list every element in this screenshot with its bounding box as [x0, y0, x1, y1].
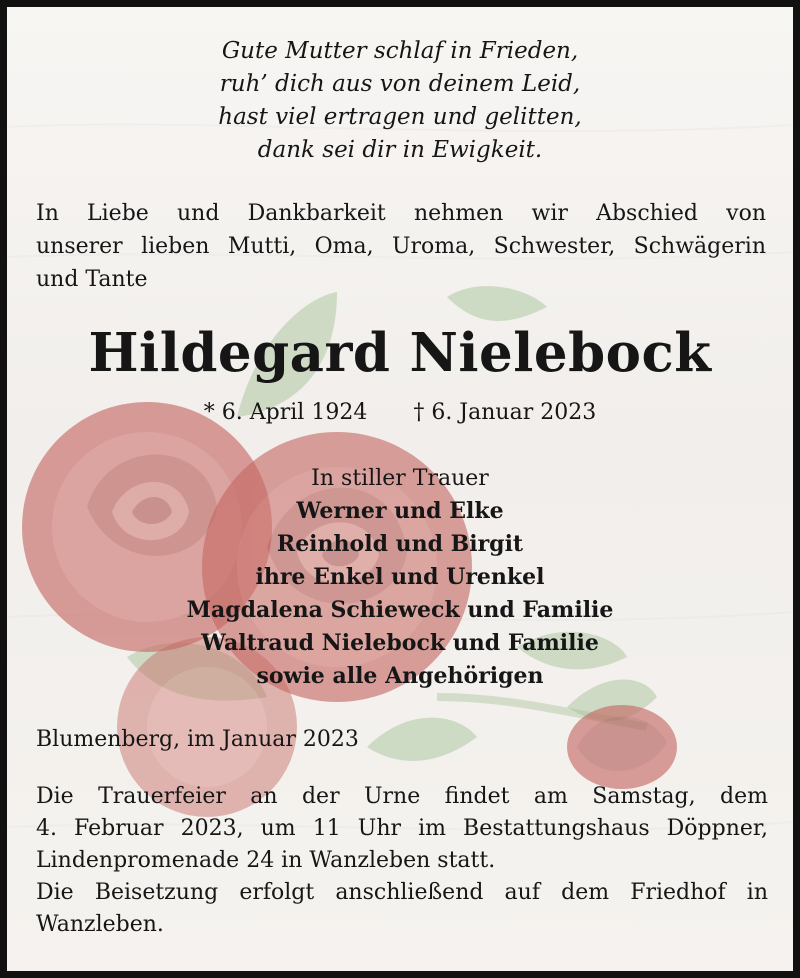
intro-line: und Tante: [36, 267, 148, 292]
mourner-name: Werner und Elke: [296, 498, 504, 524]
service-line: Wanzleben.: [36, 912, 164, 937]
mourners-list: [7, 462, 793, 693]
mourner-name: Waltraud Nielebock und Familie: [201, 630, 599, 656]
intro-text: [36, 197, 766, 296]
poem-line: Gute Mutter schlaf in Frieden,: [221, 38, 579, 64]
mourner-name: Magdalena Schieweck und Familie: [186, 597, 614, 623]
service-line: Die Beisetzung erfolgt anschließend auf dem Friedhof in: [36, 880, 768, 905]
mourner-name: sowie alle Angehörigen: [256, 663, 544, 689]
funeral-service-info: [36, 781, 768, 941]
intro-line: unserer lieben Mutti, Oma, Uroma, Schwester, Schwägerin: [36, 234, 766, 259]
deceased-name: Hildegard Nielebock: [88, 322, 712, 384]
life-dates: [7, 397, 793, 429]
poem-line: hast viel ertragen und gelitten,: [218, 104, 582, 130]
memorial-poem: [7, 35, 793, 167]
death-date: † 6. Januar 2023: [413, 400, 597, 425]
service-line: 4. Februar 2023, um 11 Uhr im Bestattungshaus Döppner,: [36, 816, 768, 841]
intro-line: In Liebe und Dankbarkeit nehmen wir Abschied von: [36, 201, 766, 226]
service-line: Die Trauerfeier an der Urne findet am Samstag, dem: [36, 784, 768, 809]
poem-line: dank sei dir in Ewigkeit.: [257, 137, 543, 163]
mourners-heading: In stiller Trauer: [311, 466, 489, 491]
poem-line: ruh’ dich aus von deinem Leid,: [219, 71, 581, 97]
place-and-date: Blumenberg, im Januar 2023: [36, 727, 359, 752]
mourner-name: Reinhold und Birgit: [276, 531, 524, 557]
birth-date: * 6. April 1924: [203, 400, 368, 425]
mourner-name: ihre Enkel und Urenkel: [255, 564, 545, 590]
service-line: Lindenpromenade 24 in Wanzleben statt.: [36, 848, 496, 873]
